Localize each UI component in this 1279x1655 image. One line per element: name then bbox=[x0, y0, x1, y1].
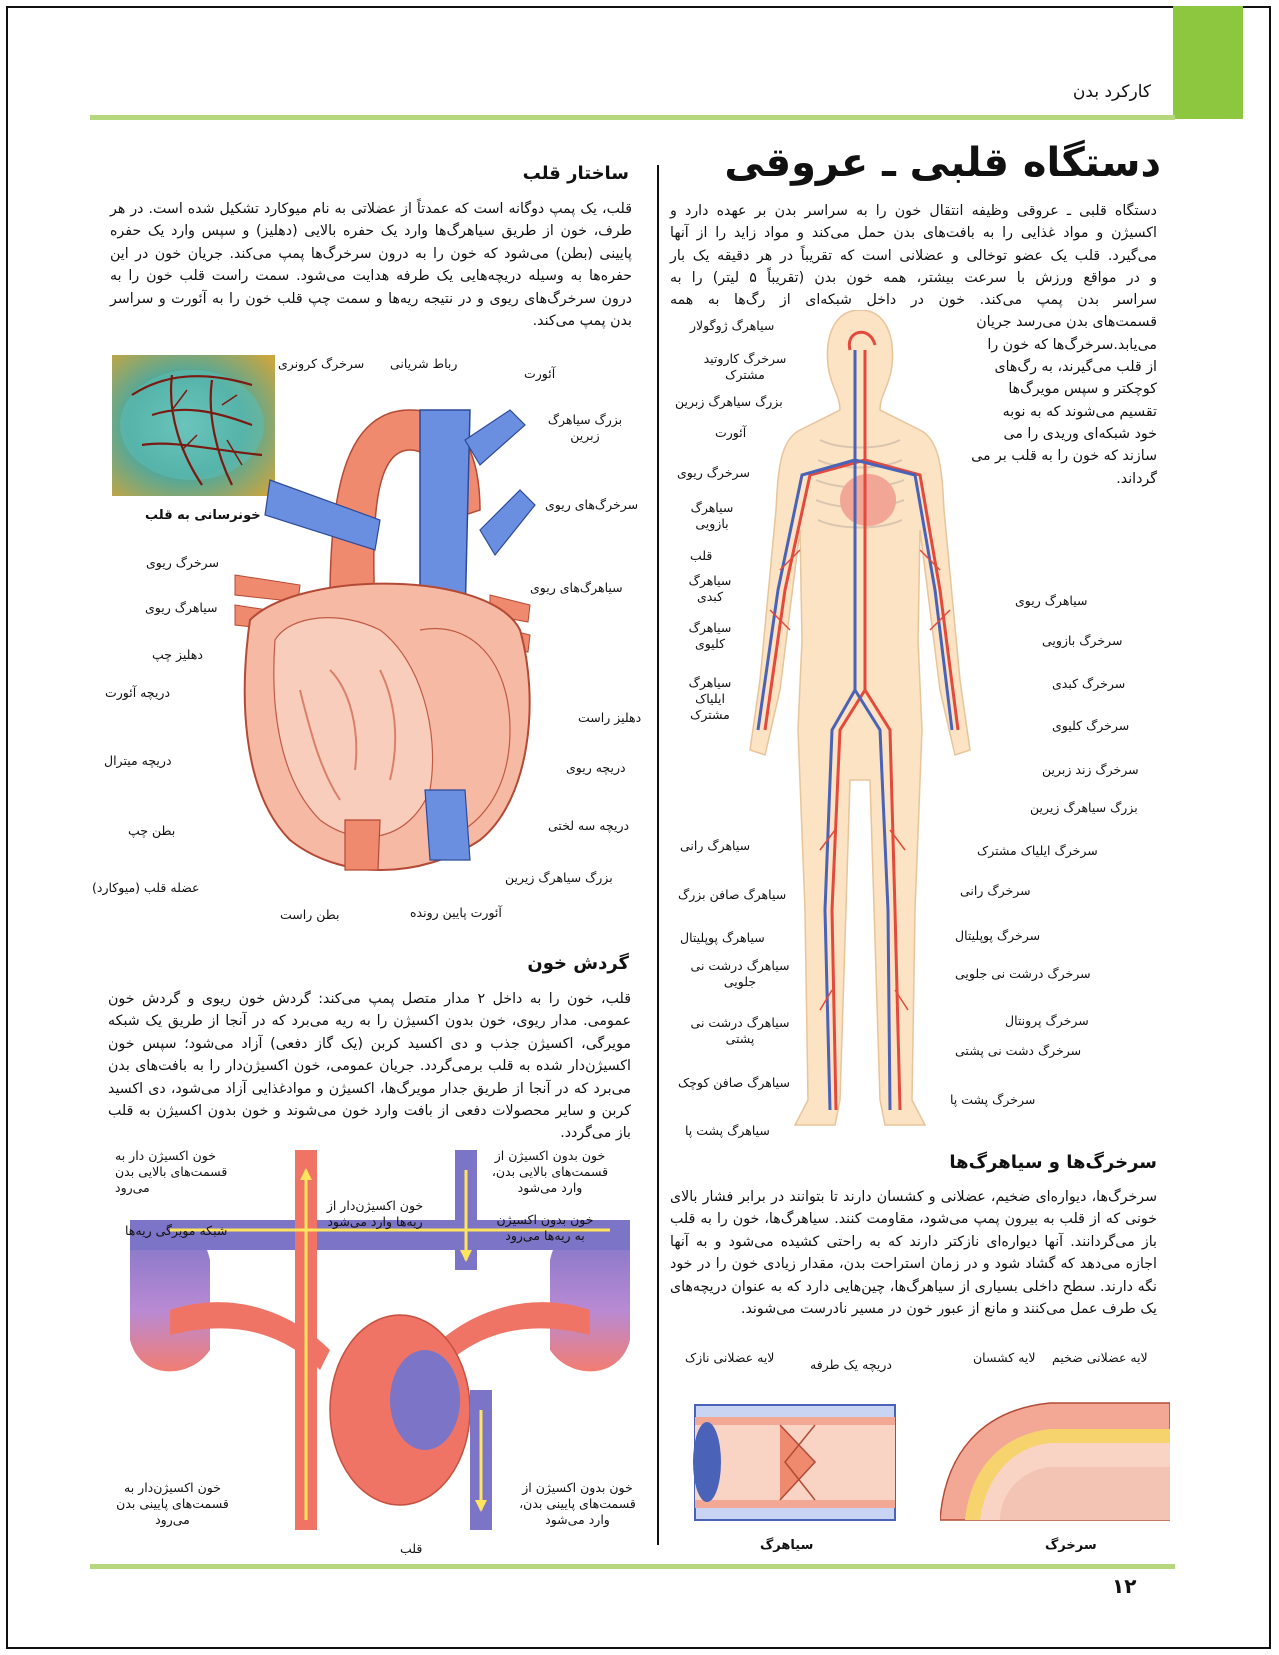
artery-cross-section bbox=[940, 1385, 1170, 1540]
label-svc: بزرگ سیاهرگ زبرین bbox=[547, 412, 623, 443]
label-descending-aorta: آئورت پایین رونده bbox=[410, 905, 502, 920]
intro-line: اکسیژن و مواد غذایی را به بافت‌های بدن حمل می‌کند و مواد زاید را از آنها bbox=[670, 225, 1157, 242]
label-heart-body: قلب bbox=[690, 548, 713, 563]
label-great-saphenous: سیاهرگ صافن بزرگ bbox=[678, 887, 787, 902]
label-deoxy-to-lungs: خون بدون اکسیژن به ریه‌ها می‌رود bbox=[496, 1212, 594, 1243]
label-pulm-artery-left: سرخرگ ریوی bbox=[146, 555, 219, 570]
label-pulm-veins-right: سیاهرگ‌های ریوی bbox=[530, 580, 623, 595]
label-right-atrium: دهلیز راست bbox=[578, 710, 642, 725]
label-ivc-body: بزرگ سیاهرگ زیرین bbox=[1030, 800, 1138, 815]
label-small-saphenous: سیاهرگ صافن کوچک bbox=[678, 1075, 790, 1090]
column-divider bbox=[657, 165, 659, 1545]
label-ant-tibial-artery: سرخرگ درشت نی جلویی bbox=[955, 966, 1091, 981]
vein-caption: سیاهرگ bbox=[760, 1538, 814, 1553]
label-hepatic-artery: سرخرگ کبدی bbox=[1052, 676, 1126, 691]
intro-line: از قلب می‌گیرند، به رگ‌های bbox=[994, 359, 1157, 376]
label-deoxy-lower: خون بدون اکسیژن از قسمت‌های پایینی بدن، وارد می‌شود bbox=[519, 1480, 636, 1527]
label-left-atrium: دهلیز چپ bbox=[152, 647, 203, 662]
label-popliteal-artery: سرخرگ پوپلیتال bbox=[955, 928, 1041, 943]
label-femoral-vein: سیاهرگ رانی bbox=[680, 838, 751, 853]
intro-line: قسمت‌های بدن می‌رسد جریان bbox=[976, 314, 1157, 331]
label-aortic-valve: دریچه آئورت bbox=[105, 685, 171, 700]
label-brachial-vein: سیاهرگ بازویی bbox=[690, 500, 734, 531]
label-post-tibial-vein: سیاهرگ درشت نی پشتی bbox=[690, 1015, 790, 1046]
intro-line: سراسر بدن پمپ می‌کند. خون در داخل شبکه‌ای از رگ‌ها به همه bbox=[670, 292, 1157, 309]
artery-caption: سرخرگ bbox=[1045, 1538, 1097, 1553]
label-hepatic-vein: سیاهرگ کبدی bbox=[688, 573, 732, 604]
intro-line: و در مواقع ورزش با سرعت بیشتر، همه خون بدن (تقریباً ۵ لیتر) را به bbox=[670, 269, 1157, 286]
label-iliac-vein: سیاهرگ ایلیاک مشترک bbox=[688, 675, 732, 722]
label-tricuspid: دریچه سه لختی bbox=[548, 818, 630, 833]
label-pulm-vein-left: سیاهرگ ریوی bbox=[145, 600, 218, 615]
intro-line: تقسیم می‌شوند که به نوبه bbox=[1002, 403, 1157, 420]
coronary-photo-caption: خونرسانی به قلب bbox=[145, 508, 261, 523]
heart-structure-text: قلب، یک پمپ دوگانه است که عمدتاً از عضلاتی به نام میوکارد تشکیل شده است. در هر طرف، خون از طریق سیاهرگ‌ها وارد یک حفره بالایی (دهلیز) و سپس وارد یک حفره پایینی (بطن) می‌شود که خون را به درون سرخرگ‌ها پمپ می‌کند. جریان خون در این حفره‌ها به وسیله دریچه‌هایی یک طرفه هدایت می‌شود. سمت راست قلب خون را به درون سرخرگ‌های ریوی و در نتیجه ریه‌ها و سمت چپ قلب خون را به آئورت و سراسر بدن پمپ می‌کند. bbox=[110, 201, 632, 330]
label-ulnar-artery: سرخرگ زند زبرین bbox=[1042, 762, 1139, 777]
intro-line: خود شبکه‌ای وریدی را می bbox=[1003, 425, 1157, 442]
label-right-ventricle: بطن راست bbox=[280, 907, 340, 922]
skin-silhouette bbox=[750, 310, 970, 1125]
circulation-text: قلب، خون را به داخل ۲ مدار متصل پمپ می‌کند: گردش خون ریوی و گردش خون عمومی. مدار ریوی، خون بدون اکسیژن را به ریه می‌برد که در آنجا از طریق یک شبکه مویرگی، اکسیژن جذب و دی اکسید کربن (یک گاز دفعی) آزاد می‌شود؛ سپس خون اکسیژن‌دار شده به قلب برمی‌گردد. جریان عمومی، خون اکسیژن‌دار را به بافت‌های بدن می‌برد که در آنجا از طریق جدار مویرگ‌ها، اکسیژن و موادغذایی آزاد می‌شود، دی اکسید کربن و سایر محصولات دفعی از بافت وارد خون می‌شوند و خون بدون اکسیژن به قلب باز می‌گردد. bbox=[108, 991, 631, 1142]
intro-line: سازند که خون را به قلب بر می bbox=[971, 448, 1157, 465]
footer-rule bbox=[90, 1564, 1175, 1569]
label-carotid: سرخرگ کاروتید مشترک bbox=[703, 351, 787, 382]
label-post-tibial-artery: سرخرگ دشت نی پشتی bbox=[955, 1043, 1082, 1058]
page-title: دستگاه قلبی ـ عروقی bbox=[724, 140, 1161, 186]
section-label: کارکرد بدن bbox=[1072, 82, 1151, 102]
label-left-ventricle: بطن چپ bbox=[128, 823, 176, 838]
label-oxy-lower: خون اکسیژن‌دار به قسمت‌های پایینی بدن می‌رود bbox=[116, 1480, 229, 1527]
label-peroneal: سرخرگ پرونتال bbox=[1005, 1013, 1089, 1028]
intro-line: کوچکتر و سپس مویرگ‌ها bbox=[1008, 381, 1157, 398]
vessels-text: سرخرگ‌ها، دیواره‌ای ضخیم، عضلانی و کشسان دارند تا بتوانند در برابر فشار بالای خونی که از قلب به بیرون پمپ می‌شود، مقاومت کنند. سیاهرگ‌ها، خون را به قلب باز می‌گردانند. آنها دیواره‌ای نازکتر دارند که به راحتی کشیده می‌شود و به آنها اجازه می‌دهد که گشاد شود و در زمان استراحت بدن، مقدار زیادی خون را در خود نگه دارند. سطح داخلی بسیاری از سیاهرگ‌ها، چین‌هایی دارد که به عنوان دریچه‌های یک طرف عمل می‌کنند و مانع از عبور خون در مسیر نادرست می‌شوند. bbox=[670, 1189, 1157, 1318]
intro-line: گرداند. bbox=[1116, 470, 1157, 487]
label-ant-tibial-vein: سیاهرگ درشت نی جلویی bbox=[690, 958, 790, 989]
label-pulm-artery-body: سرخرگ ریوی bbox=[677, 465, 750, 480]
label-aorta-body: آئورت bbox=[715, 425, 747, 440]
label-renal-vein: سیاهرگ کلیوی bbox=[688, 620, 732, 651]
label-mitral: دریچه میترال bbox=[104, 753, 172, 768]
label-dorsal-foot-artery: سرخرگ پشت پا bbox=[950, 1092, 1036, 1107]
label-ligament: رباط شریانی bbox=[390, 356, 458, 371]
label-vein-valve: دریچه یک طرفه bbox=[810, 1357, 892, 1372]
label-lung-capillaries: شبکه مویرگی ریه‌ها bbox=[125, 1223, 228, 1238]
label-brachial-artery: سرخرگ بازویی bbox=[1042, 633, 1123, 648]
label-femoral-artery: سرخرگ رانی bbox=[960, 883, 1031, 898]
intro-line: دستگاه قلبی ـ عروقی وظیفه انتقال خون را به سراسر بدن بر عهده دارد و bbox=[670, 203, 1157, 219]
label-dorsal-foot-vein: سیاهرگ پشت پا bbox=[685, 1123, 770, 1138]
label-pulm-vein-body: سیاهرگ ریوی bbox=[1015, 593, 1088, 608]
heart-illustration bbox=[180, 370, 600, 910]
heart-structure-heading: ساختار قلب bbox=[522, 163, 629, 184]
page-number: ۱۲ bbox=[1112, 1574, 1137, 1598]
label-iliac-artery: سرخرگ ایلیاک مشترک bbox=[977, 843, 1098, 858]
label-renal-artery: سرخرگ کلیوی bbox=[1052, 718, 1130, 733]
section-tab bbox=[1173, 6, 1243, 119]
intro-line: می‌گیرد. قلب یک عضو توخالی و عضلانی است که تقریباً در هر دقیقه یک بار bbox=[670, 247, 1157, 264]
label-svc-body: بزرگ سیاهرگ زبرین bbox=[675, 394, 783, 409]
header-rule bbox=[90, 115, 1175, 120]
label-pulm-arteries-right: سرخرگ‌های ریوی bbox=[545, 497, 639, 512]
label-pulm-valve: دریچه ریوی bbox=[566, 760, 626, 775]
vessels-heading: سرخرگ‌ها و سیاهرگ‌ها bbox=[949, 1152, 1157, 1173]
label-oxy-upper: خون اکسیژن دار به قسمت‌های بالایی بدن می‌رود bbox=[115, 1148, 228, 1195]
label-jugular: سیاهرگ ژوگولار bbox=[690, 318, 775, 333]
label-aorta: آئورت bbox=[524, 366, 556, 381]
label-popliteal-vein: سیاهرگ پوپلیتال bbox=[680, 930, 765, 945]
label-myocardium: عضله قلب (میوکارد) bbox=[92, 880, 200, 895]
vein-cross-section bbox=[685, 1385, 905, 1540]
label-vein-thin: لایه عضلانی نازک bbox=[685, 1350, 775, 1365]
body-heart bbox=[840, 474, 896, 526]
circulation-heading: گردش خون bbox=[527, 953, 629, 974]
label-coronary: سرخرگ کرونری bbox=[278, 356, 365, 371]
label-oxy-from-lungs: خون اکسیژن‌دار از ریه‌ها وارد می‌شود bbox=[326, 1198, 424, 1229]
label-artery-elastic: لایه کشسان bbox=[973, 1350, 1036, 1365]
label-artery-thick: لایه عضلانی ضخیم bbox=[1052, 1350, 1148, 1365]
label-ivc: بزرگ سیاهرگ زیرین bbox=[505, 870, 613, 885]
label-heart: قلب bbox=[400, 1541, 423, 1556]
intro-line: می‌یابد.سرخرگ‌ها که خون را bbox=[987, 336, 1157, 353]
label-deoxy-upper: خون بدون اکسیژن از قسمت‌های بالایی بدن، وارد می‌شود bbox=[491, 1148, 609, 1195]
